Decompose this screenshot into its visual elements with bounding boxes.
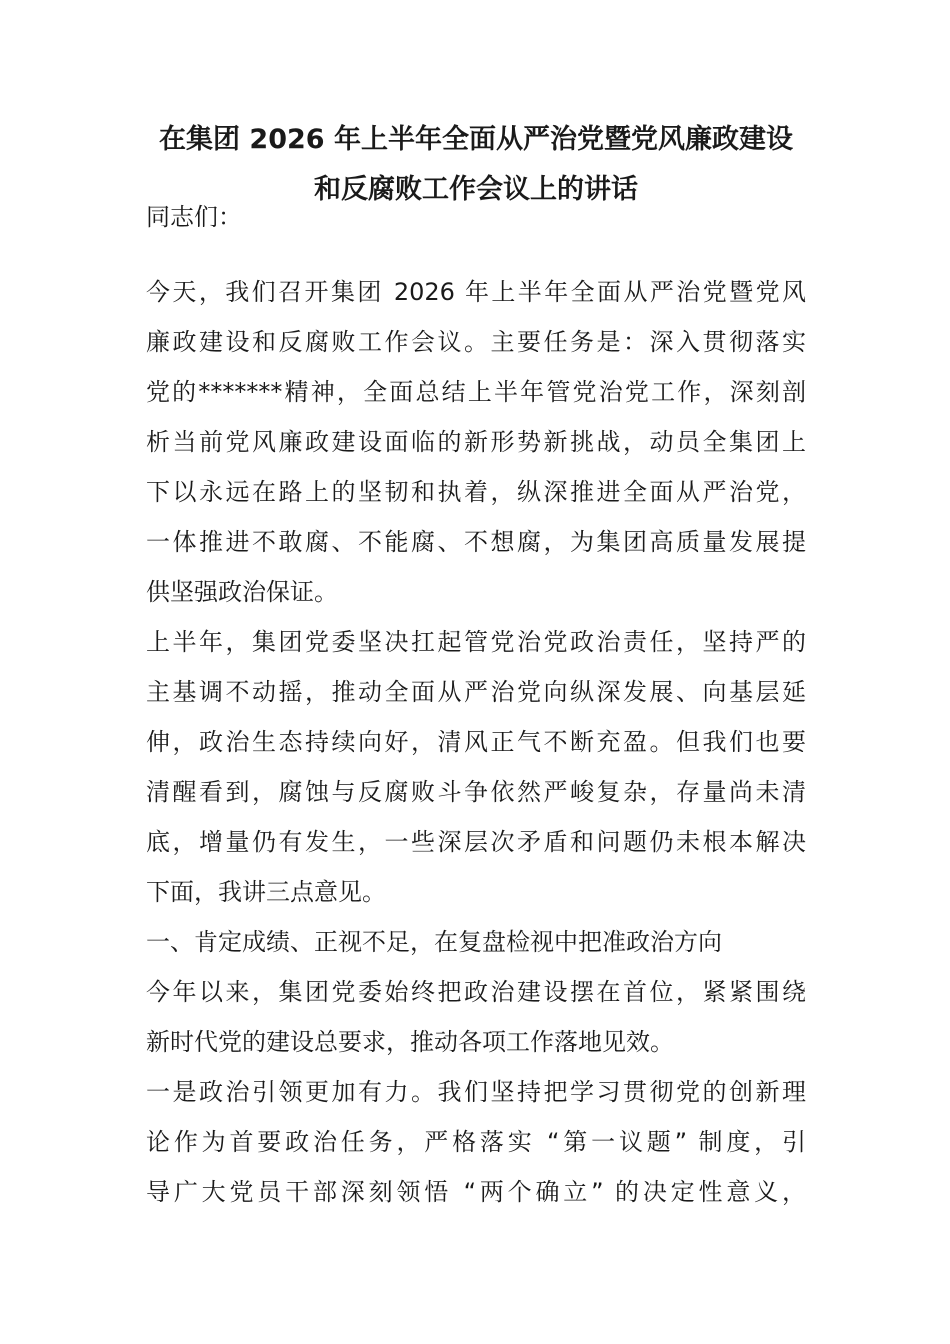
document-title-line-1: 在集团 2026 年上半年全面从严治党暨党风廉政建设 (159, 124, 793, 155)
body-line: 一体推进不敢腐、不能腐、不想腐，为集团高质量发展提 (146, 528, 806, 556)
salutation: 同志们： (146, 203, 242, 231)
body-line: 导广大党员干部深刻领悟 “两个确立” 的决定性意义， (146, 1178, 806, 1206)
section-heading: 一、肯定成绩、正视不足，在复盘检视中把准政治方向 (146, 928, 722, 956)
document-title-line-2: 和反腐败工作会议上的讲话 (314, 174, 638, 205)
body-line: 党的*******精神，全面总结上半年管党治党工作，深刻剖 (146, 378, 806, 406)
body-line: 新时代党的建设总要求，推动各项工作落地见效。 (146, 1028, 674, 1056)
body-line: 今天，我们召开集团 2026 年上半年全面从严治党暨党风 (146, 278, 806, 306)
body-line: 底，增量仍有发生，一些深层次矛盾和问题仍未根本解决 (146, 828, 806, 856)
body-line: 一是政治引领更加有力。我们坚持把学习贯彻党的创新理 (146, 1078, 806, 1106)
body-line: 上半年，集团党委坚决扛起管党治党政治责任，坚持严的 (146, 628, 806, 656)
body-line: 论作为首要政治任务，严格落实 “第一议题” 制度，引 (146, 1128, 806, 1156)
body-line: 供坚强政治保证。 (146, 578, 338, 606)
body-line: 主基调不动摇，推动全面从严治党向纵深发展、向基层延 (146, 678, 806, 706)
body-line: 下以永远在路上的坚韧和执着，纵深推进全面从严治党， (146, 478, 806, 506)
body-line: 今年以来，集团党委始终把政治建设摆在首位，紧紧围绕 (146, 978, 806, 1006)
body-line: 析当前党风廉政建设面临的新形势新挑战，动员全集团上 (146, 428, 806, 456)
body-line: 伸，政治生态持续向好，清风正气不断充盈。但我们也要 (146, 728, 806, 756)
body-line: 廉政建设和反腐败工作会议。主要任务是：深入贯彻落实 (146, 328, 806, 356)
body-line: 清醒看到，腐蚀与反腐败斗争依然严峻复杂，存量尚未清 (146, 778, 806, 806)
body-line: 下面，我讲三点意见。 (146, 878, 386, 906)
